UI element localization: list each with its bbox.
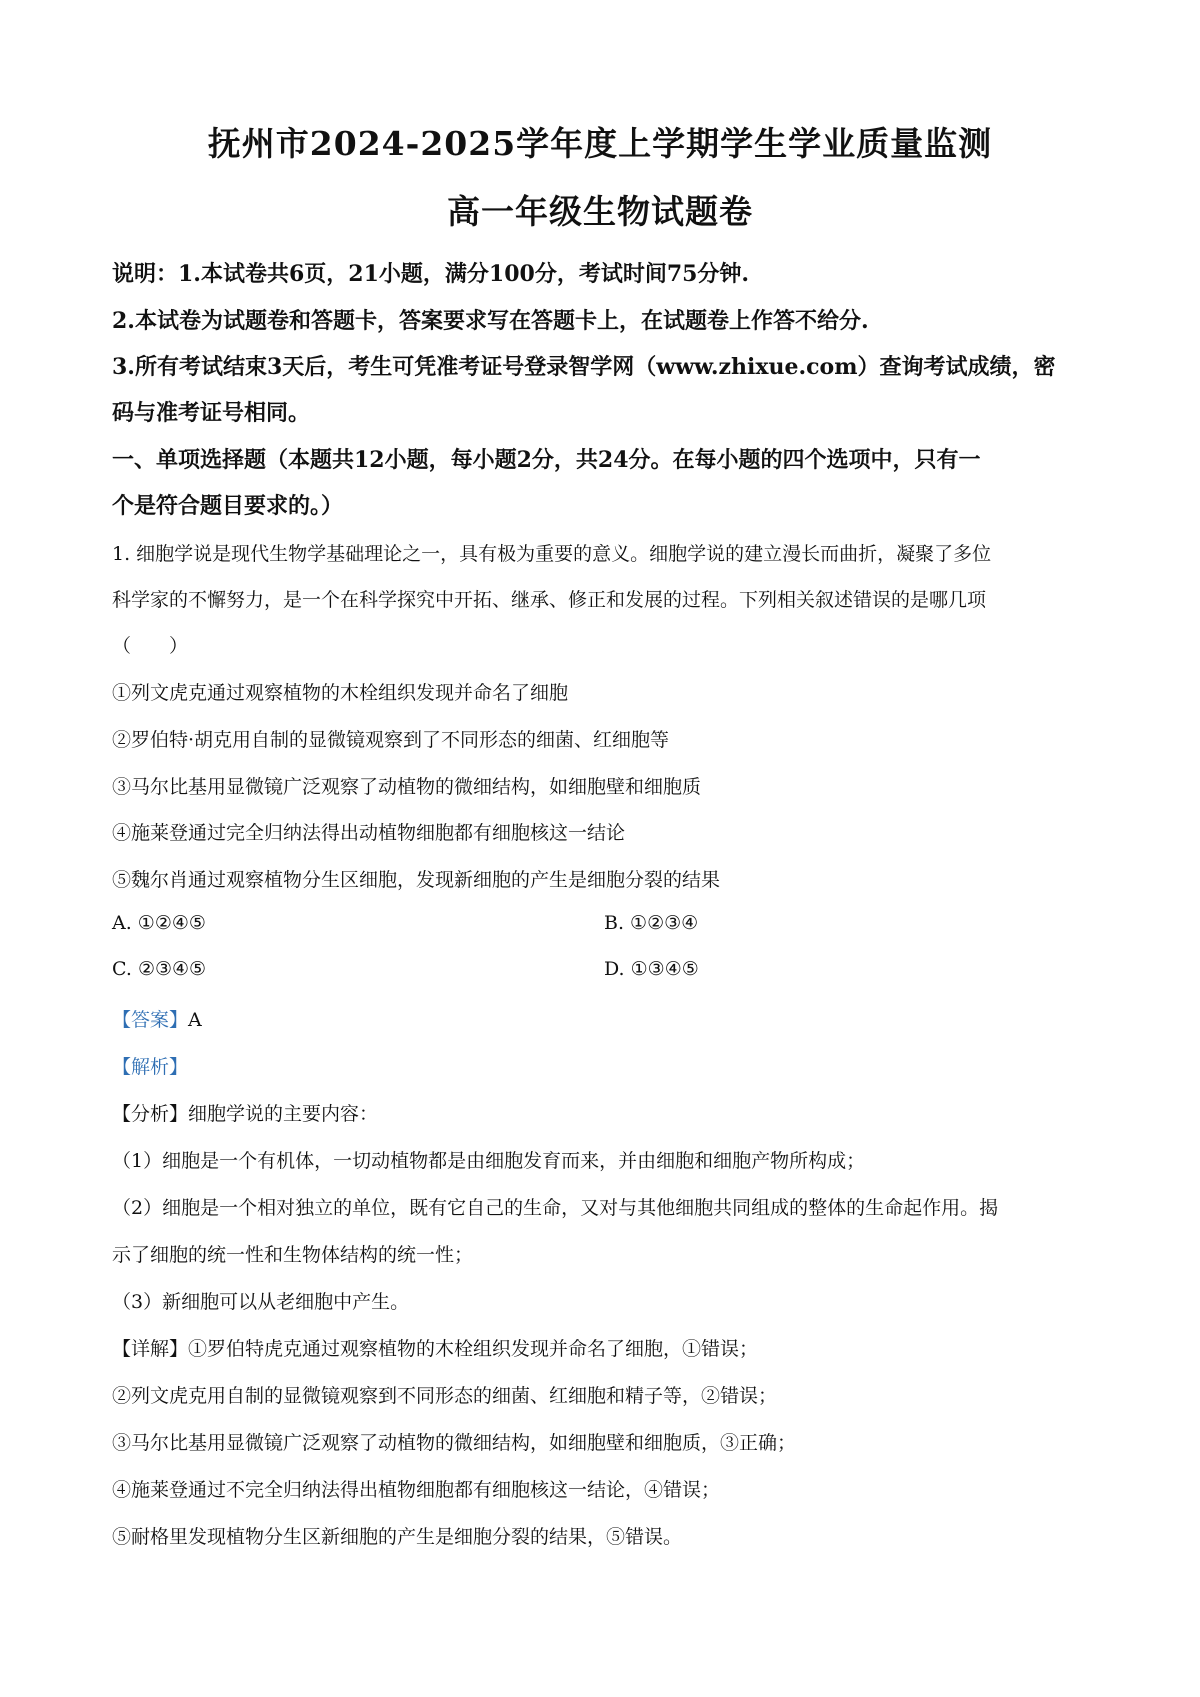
analysis-point-3: （3）新细胞可以从老细胞中产生。 — [112, 1291, 410, 1313]
detail-line-4: ④施莱登通过不完全归纳法得出植物细胞都有细胞核这一结论，④错误； — [112, 1479, 721, 1501]
analysis-point-2-cont: 示了细胞的统一性和生物体结构的统一性； — [112, 1244, 474, 1266]
answer-parentheses: （ ） — [112, 635, 189, 657]
exam-subtitle: 高一年级生物试题卷 — [447, 192, 753, 231]
fenxi-tag: 【分析】 — [112, 1103, 189, 1125]
statement-1: ①列文虎克通过观察植物的木栓组织发现并命名了细胞 — [112, 682, 569, 704]
statement-4: ④施莱登通过完全归纳法得出动植物细胞都有细胞核这一结论 — [112, 822, 626, 844]
detail-tag: 【详解】 — [112, 1338, 189, 1360]
instruction-1: 说明：1.本试卷共6页，21小题，满分100分，考试时间75分钟. — [112, 261, 750, 287]
analysis-point-1: （1）细胞是一个有机体，一切动植物都是由细胞发育而来，并由细胞和细胞产物所构成； — [112, 1150, 866, 1172]
option-d: D. ①③④⑤ — [604, 958, 699, 980]
option-c: C. ②③④⑤ — [112, 958, 207, 980]
detail-line-2: ②列文虎克用自制的显微镜观察到不同形态的细菌、红细胞和精子等，②错误； — [112, 1385, 778, 1407]
option-b: B. ①②③④ — [604, 912, 699, 934]
statement-2: ②罗伯特·胡克用自制的显微镜观察到了不同形态的细菌、红细胞等 — [112, 729, 670, 751]
exam-title: 抚州市2024-2025学年度上学期学生学业质量监测 — [207, 124, 993, 163]
analysis-point-2: （2）细胞是一个相对独立的单位，既有它自己的生命，又对与其他细胞共同组成的整体的生命起作用。揭 — [112, 1197, 999, 1219]
option-a: A. ①②④⑤ — [112, 912, 206, 934]
detail-line-3: ③马尔比基用显微镜广泛观察了动植物的微细结构，如细胞壁和细胞质，③正确； — [112, 1432, 797, 1454]
analysis-summary — [112, 1099, 378, 1126]
instruction-3: 3.所有考试结束3天后，考生可凭准考证号登录智学网（www.zhixue.com）查询考试成绩，密 — [112, 354, 1056, 380]
section-heading-cont: 个是符合题目要求的。） — [112, 493, 344, 519]
instruction-2: 2.本试卷为试题卷和答题卡，答案要求写在答题卡上，在试题卷上作答不给分. — [112, 308, 869, 334]
section-heading: 一、单项选择题（本题共12小题，每小题2分，共24分。在每小题的四个选项中，只有一 — [112, 447, 981, 473]
detail-line-5: ⑤耐格里发现植物分生区新细胞的产生是细胞分裂的结果，⑤错误。 — [112, 1526, 683, 1548]
answer-tag: 【答案】 — [112, 1009, 189, 1031]
answer-value: A — [188, 1009, 202, 1031]
answer-line — [112, 1005, 202, 1032]
statement-3: ③马尔比基用显微镜广泛观察了动植物的微细结构，如细胞壁和细胞质 — [112, 776, 702, 798]
question-stem: 1. 细胞学说是现代生物学基础理论之一，具有极为重要的意义。细胞学说的建立漫长而曲折，凝聚了多位 — [112, 543, 992, 565]
statement-5: ⑤魏尔肖通过观察植物分生区细胞，发现新细胞的产生是细胞分裂的结果 — [112, 869, 721, 891]
analysis-tag: 【解析】 — [112, 1056, 189, 1078]
question-stem-cont: 科学家的不懈努力，是一个在科学探究中开拓、继承、修正和发展的过程。下列相关叙述错误的是哪几项 — [112, 589, 987, 611]
fenxi-text: 细胞学说的主要内容： — [188, 1103, 379, 1125]
instruction-3-cont: 码与准考证号相同。 — [112, 400, 311, 426]
detail-line-1 — [112, 1334, 758, 1361]
detail-text: ①罗伯特虎克通过观察植物的木栓组织发现并命名了细胞，①错误； — [188, 1338, 759, 1360]
